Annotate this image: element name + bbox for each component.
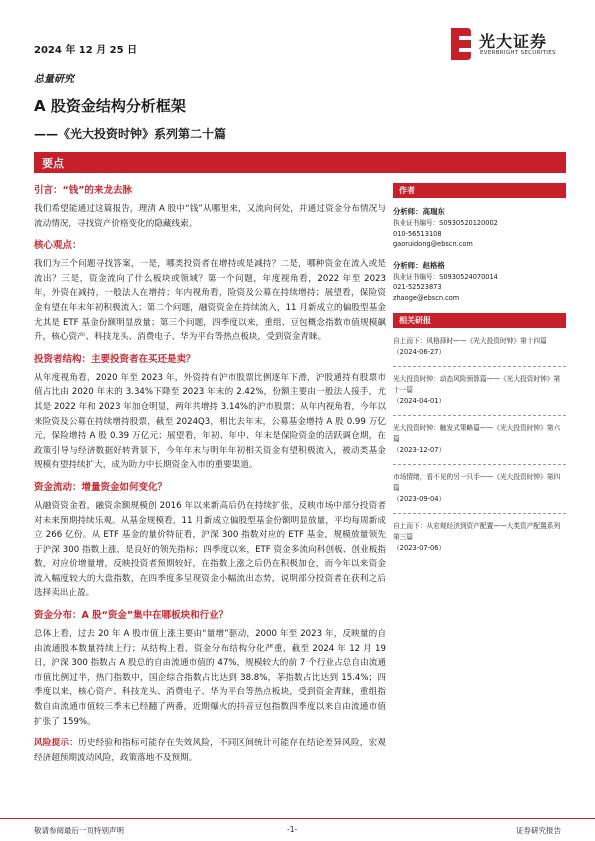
related-report-date: （2024-06-27） [393, 348, 446, 356]
analyst-cert: 执业证书编号：S0930520120002 [393, 219, 498, 227]
report-date: 2024 年 12 月 25 日 [34, 45, 138, 56]
key-points-bar [34, 152, 566, 173]
risk-label: 风险提示： [34, 738, 79, 749]
related-report-title: 光大投资时钟：动态风险预算篇——《光大投资时钟》第十一篇 [393, 375, 561, 394]
section-text: 我们希望能通过这篇报告，理清 A 股中“钱”从哪里来，又流向何处，并通过资金分布情况与流动情况，寻找资产价格变化的隐藏线索。 [34, 204, 386, 229]
analyst-cert: 执业证书编号：S0930524070014 [393, 272, 498, 281]
related-report-title: 市场情绪，看不见的另一只手——《光大投资时钟》第四篇 [393, 473, 561, 492]
sidebar [393, 183, 566, 562]
related-reports-label: 相关研报 [399, 316, 431, 325]
key-points-label: 要点 [42, 157, 64, 170]
page-number: -1- [287, 825, 298, 834]
related-report-item[interactable] [393, 374, 566, 407]
analyst-email[interactable]: gaoruidong@ebscn.com [393, 240, 473, 248]
divider [393, 366, 566, 367]
analyst-card [393, 260, 566, 304]
report-category: 总量研究 [34, 74, 74, 85]
divider [393, 513, 566, 514]
analyst-name: 高瑞东 [422, 207, 445, 216]
section-text: 从融资资金看，融资余额规模创 2016 年以来新高后仍在持续扩张，反映市场中部分投资者对未来预期持续乐观。从基金规模看，11 月新成立偏股型基金份额明显放量，平均每周新成立 266 亿份。从 ETF 基金的量价特征看，沪深 300 指数对应的 ETF 基金，规模放量领先于沪深 300 指数上涨，是良好的领先指标；四季度以来，ETF 资金多流向科创板、创业板指数，对应价增量增，反映投资者预期较好，在指数上涨之后仍在积极加仓，而今年以来资金流入幅度较大的大盘指数，在四季度多呈现资金小幅流出态势，说明部分投资者在获利之后选择卖出止盈。 [34, 500, 386, 599]
section-fund-flow [34, 480, 386, 601]
footer-divider [0, 818, 595, 819]
related-report-date: （2023-09-04） [393, 495, 446, 503]
related-report-title: 自上而下：从宏观经济到资产配置——大类资产配置系列第三篇 [393, 522, 561, 541]
company-logo [449, 24, 569, 68]
analyst-label: 分析师： [393, 207, 423, 216]
section-heading: 引言：“钱”的来龙去脉 [34, 185, 132, 196]
related-report-date: （2023-12-07） [393, 446, 446, 454]
logo-text: 光大证券 [479, 32, 548, 51]
related-report-item[interactable] [393, 472, 566, 505]
divider [393, 415, 566, 416]
related-report-item[interactable] [393, 521, 566, 554]
related-reports-bar [393, 313, 566, 328]
authors-bar [393, 183, 566, 198]
section-heading: 资金流动：增量资金如何变化？ [34, 481, 168, 493]
section-text: 从年度视角看，2020 年至 2023 年，外资持有沪市股票比例逐年下滑，沪股通持有股票市值占比由 2020 年末的 3.34%下降至 2023 年末的 2.42%，份额主要由一般法人接手，尤其是 2022 年和 2023 年加仓明显，两年共增持 3.14%的沪市股票；从年内视角看，今年以来险资及公募在持续增持股票，截至 2024Q3，相比去年末，公募基金增持 A 股 0.99 万亿元，保险增持 A 股 0.39 万亿元；展望看，年初、年中、年末是保险资金的活跃调仓期，在政策引导与经济数据好转背景下，今年年末与明年年初相关资金有望积极流入，被动类基金规模有望持续扩大，成为助力中长期资金入市的重要渠道。 [34, 372, 386, 471]
related-report-item[interactable] [393, 336, 566, 358]
section-core-views [34, 238, 386, 345]
report-subtitle: ——《光大投资时钟》系列第二十篇 [34, 127, 227, 141]
section-heading: 投资者结构：主要投资者在买还是卖？ [34, 353, 196, 365]
authors-label: 作者 [399, 186, 415, 195]
logo-subtext: EVERBRIGHT SECURITIES [480, 50, 556, 56]
related-report-date: （2024-04-01） [393, 397, 446, 405]
related-report-date: （2023-07-06） [393, 544, 446, 552]
analyst-phone: 010-56513108 [393, 229, 442, 238]
analyst-phone: 021-52523873 [393, 283, 442, 291]
related-report-item[interactable] [393, 423, 566, 456]
footer-disclaimer: 敬请参阅最后一页特别声明 [34, 826, 124, 835]
section-fund-distribution [34, 608, 386, 729]
analyst-card [393, 206, 566, 250]
section-text: 我们为三个问题寻找答案，一是，哪类投资者在增持或是减持？二是，哪种资金在流入或是流出？三是，资金流向了什么板块或领域？第一个问题，年度视角看，2022 年至 2023 年，外资在减持，一般法人在增持；年内视角看，险资及公募在持续增持；展望看，保险资金有望在年末年初积极流入；第二个问题，融资资金在持续流入，11 月新成立的偏股型基金尤其是 ETF 基金份额明显放量；第三个问题，四季度以来，重组、豆包概念指数市值规模飙升，核心资产、科技龙头、消费电子、华为平台等热点板块，受到资金青睐。 [34, 259, 386, 343]
related-report-title: 自上而下：风格择时——《光大投资时钟》第十四篇 [393, 337, 547, 345]
risk-warning [34, 736, 386, 765]
divider [393, 464, 566, 465]
analyst-email[interactable]: zhaoge@ebscn.com [393, 293, 460, 302]
section-heading: 资金分布：A 股“资金”集中在哪板块和行业？ [34, 610, 229, 622]
risk-text: 历史经验和指标可能存在失效风险，不同区间统计可能存在结论差异风险，宏观经济超预期波动风险，政策落地不及预期。 [34, 738, 386, 763]
related-report-title: 光大投资时钟：触发式策略篇——《光大投资时钟》第六篇 [393, 424, 561, 443]
logo-mark-icon [449, 26, 473, 62]
section-heading: 核心观点： [34, 240, 82, 252]
analyst-name: 赵格格 [422, 260, 445, 270]
report-title: A 股资金结构分析框架 [34, 97, 186, 115]
footer-report-type: 证券研究报告 [516, 826, 561, 835]
section-investor-structure [34, 352, 386, 473]
main-content [34, 183, 386, 765]
section-intro [34, 183, 386, 231]
section-text: 总体上看，过去 20 年 A 股市值上涨主要由“量增”驱动，2000 年至 2023 年，反映量的自由流通股本数量持续上行；从结构上看，资金分布结构分化严重，截至 2024 年 12 月 19 日，沪深 300 指数占 A 股总的自由流通市值的 47%，规模较大的前 7 个行业占总自由流通市值比例过半，热门指数中，国企综合指数占比达到 38.8%，茅指数占比达到 15.4%；四季度以来，核心资产、科技龙头、消费电子、华为平台等热点板块，受到资金青睐，重组指数自由流通市值较三季末已经翻了两番，近期爆火的抖音豆包指数四季度以来自由流通市值扩张了 159%。 [34, 629, 386, 727]
analyst-label: 分析师： [393, 260, 423, 270]
